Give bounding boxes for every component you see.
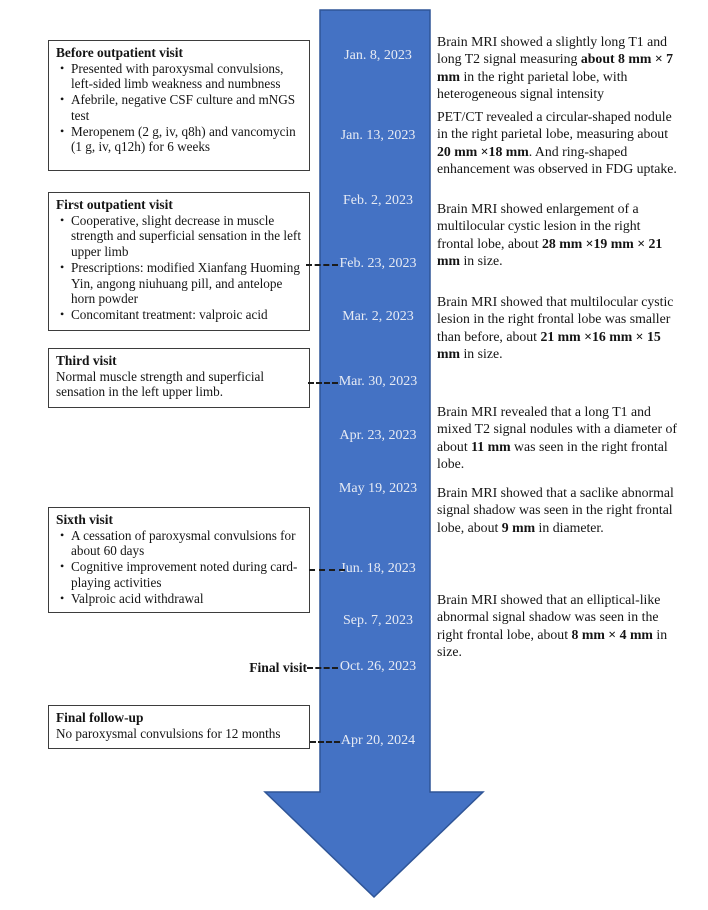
visit-box-third-visit bbox=[48, 348, 310, 408]
bullet-icon: • bbox=[60, 559, 65, 574]
visit-box-body: Normal muscle strength and superficial sensation in the left upper limb. bbox=[56, 368, 265, 400]
finding-text: Brain MRI showed that multilocular cystic lesion in the right frontal lobe was smaller than before, about 21 mm ×16 mm × 15 mm in size. bbox=[437, 294, 674, 362]
dashed-connector bbox=[307, 667, 338, 669]
visit-box-body: No paroxysmal convulsions for 12 months bbox=[56, 725, 281, 741]
bullet-icon: • bbox=[60, 212, 65, 227]
finding-text: Brain MRI showed enlargement of a multilocular cystic lesion in the right frontal lobe, about 28 mm ×19 mm × 21 mm in size. bbox=[437, 201, 663, 269]
bullet-text: Valproic acid withdrawal bbox=[71, 590, 204, 606]
timeline-date: Jun. 18, 2023 bbox=[340, 561, 416, 576]
bullet-icon: • bbox=[60, 123, 65, 138]
bullet-icon: • bbox=[60, 527, 65, 542]
visit-box-first-outpatient bbox=[48, 192, 310, 331]
bullet-text: Concomitant treatment: valproic acid bbox=[71, 306, 268, 322]
finding-text: Brain MRI revealed that a long T1 and mixed T2 signal nodules with a diameter of about 11 mm was seen in the right frontal lobe. bbox=[437, 404, 677, 472]
list-item bbox=[56, 591, 302, 607]
timeline-date: Mar. 30, 2023 bbox=[338, 374, 418, 389]
timeline-date: Apr. 23, 2023 bbox=[339, 428, 417, 443]
timeline-date: Sep. 7, 2023 bbox=[343, 613, 413, 628]
final-visit-label: Final visit bbox=[249, 660, 307, 675]
list-item bbox=[56, 61, 302, 92]
dashed-connector bbox=[310, 741, 340, 743]
timeline-date: Oct. 26, 2023 bbox=[339, 659, 417, 674]
visit-box-title: Sixth visit bbox=[56, 512, 113, 527]
visit-box-title: Before outpatient visit bbox=[56, 45, 183, 60]
bullet-text: Prescriptions: modified Xianfang Huoming Yin, angong niuhuang pill, and antelope horn powder bbox=[71, 259, 300, 307]
timeline-date: Jan. 8, 2023 bbox=[344, 48, 412, 63]
finding-text: Brain MRI showed that an elliptical-like abnormal signal shadow was seen in the right frontal lobe, about 8 mm × 4 mm in size. bbox=[437, 592, 668, 660]
timeline-date: Jan. 13, 2023 bbox=[340, 128, 416, 143]
list-item bbox=[56, 260, 302, 307]
list-item bbox=[56, 307, 302, 323]
bullet-text: Cooperative, slight decrease in muscle strength and superficial sensation in the left upper limb bbox=[71, 212, 301, 260]
bullet-icon: • bbox=[60, 259, 65, 274]
bullet-text: Presented with paroxysmal convulsions, left-sided limb weakness and numbness bbox=[71, 60, 284, 92]
bullet-text: Cognitive improvement noted during card-playing activities bbox=[71, 559, 298, 590]
dashed-connector bbox=[308, 382, 338, 384]
list-item bbox=[56, 213, 302, 260]
list-item bbox=[56, 559, 302, 590]
timeline-date: May 19, 2023 bbox=[338, 481, 418, 496]
finding-text: Brain MRI showed a slightly long T1 and long T2 signal measuring about 8 mm × 7 mm in the right parietal lobe, with heterogeneous signal intensity bbox=[437, 34, 674, 102]
finding-text: Brain MRI showed that a saclike abnormal signal shadow was seen in the right frontal lobe, about 9 mm in diameter. bbox=[437, 485, 674, 535]
timeline-date: Feb. 23, 2023 bbox=[339, 256, 417, 271]
bullet-text: A cessation of paroxysmal convulsions for about 60 days bbox=[71, 527, 296, 559]
list-item bbox=[56, 124, 302, 155]
bullet-icon: • bbox=[60, 590, 65, 605]
dashed-connector bbox=[309, 569, 345, 571]
timeline-date: Apr 20, 2024 bbox=[340, 733, 416, 748]
list-item bbox=[56, 528, 302, 559]
list-item bbox=[56, 92, 302, 123]
visit-box-title: Third visit bbox=[56, 353, 117, 368]
visit-box-sixth-visit bbox=[48, 507, 310, 613]
bullet-text: Afebrile, negative CSF culture and mNGS test bbox=[71, 92, 296, 123]
visit-box-title: Final follow-up bbox=[56, 710, 144, 725]
visit-box-title: First outpatient visit bbox=[56, 197, 173, 212]
bullet-icon: • bbox=[60, 92, 65, 107]
bullet-text: Meropenem (2 g, iv, q8h) and vancomycin (1 g, iv, q12h) for 6 weeks bbox=[71, 123, 296, 155]
bullet-icon: • bbox=[60, 60, 65, 75]
visit-box-final-follow-up bbox=[48, 705, 310, 749]
timeline-date: Feb. 2, 2023 bbox=[343, 193, 413, 208]
bullet-icon: • bbox=[60, 306, 65, 321]
dashed-connector bbox=[306, 264, 338, 266]
finding-text: PET/CT revealed a circular-shaped nodule in the right parietal lobe, measuring about 20 mm ×18 mm. And ring-shaped enhancement was observed in FDG uptake. bbox=[437, 109, 677, 177]
visit-box-before-outpatient bbox=[48, 40, 310, 171]
timeline-date: Mar. 2, 2023 bbox=[342, 309, 414, 324]
